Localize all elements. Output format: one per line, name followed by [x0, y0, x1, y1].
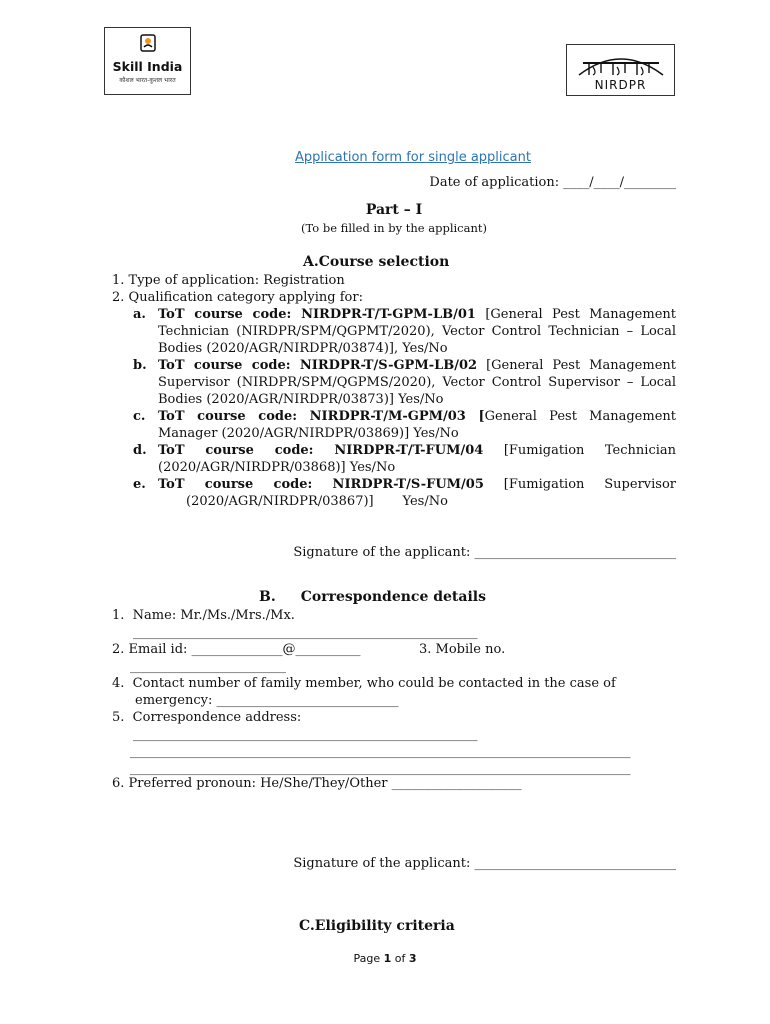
footer-prefix: Page	[353, 952, 384, 965]
email-label: 2. Email id: ______________@__________	[112, 642, 361, 657]
contact-continuation: emergency: ____________________________	[135, 693, 399, 708]
option-a-letter: a.	[133, 307, 146, 322]
section-b-letter: B.	[259, 589, 276, 605]
option-d-code: ToT course code: NIRDPR-T/T-FUM/04	[158, 443, 484, 458]
name-label: 1. Name: Mr./Ms./Mrs./Mx.	[112, 608, 295, 623]
option-b-desc: [General Pest Management Supervisor (NIRDPR/SPM/QGPMS/2020), Vector Control Supervisor – Local Bodies (2020/AGR/NIRDPR/03873)] Yes/No	[158, 358, 676, 407]
contact-label: 4. Contact number of family member, who could be contacted in the case of	[112, 676, 616, 691]
section-a-title: Course selection	[318, 254, 450, 270]
skill-india-tagline: कौशल भारत-कुशल भारत	[119, 77, 176, 84]
section-b-heading	[259, 589, 486, 605]
section-c-letter: C.	[299, 918, 315, 934]
option-c-letter: c.	[133, 409, 146, 424]
option-d-letter: d.	[133, 443, 147, 458]
option-b-code: ToT course code: NIRDPR-T/S-GPM-LB/02	[158, 358, 478, 373]
form-title: Application form for single applicant	[295, 150, 531, 165]
footer-of: of	[391, 952, 409, 965]
section-b-title: Correspondence details	[300, 589, 486, 605]
option-a-code: ToT course code: NIRDPR-T/T-GPM-LB/01	[158, 307, 476, 322]
nirdpr-name: NIRDPR	[594, 78, 647, 92]
footer-total-pages: 3	[408, 952, 417, 965]
option-e-letter: e.	[133, 477, 146, 492]
option-a-text	[158, 306, 676, 357]
option-c-desc: General Pest Management Manager (2020/AGR/NIRDPR/03869)] Yes/No	[158, 409, 676, 441]
address-blank-1: _____________________________________________________	[133, 727, 478, 742]
skill-india-brand: Skill India	[112, 59, 183, 74]
type-of-application: 1. Type of application: Registration	[112, 273, 345, 288]
option-a-desc: [General Pest Management Technician (NIRDPR/SPM/QGPMT/2020), Vector Control Technician – Local Bodies (2020/AGR/NIRDPR/03874)], Yes/No	[158, 307, 676, 356]
section-a-letter: A.	[303, 254, 319, 270]
section-a-heading	[303, 254, 449, 270]
signature-line-b: Signature of the applicant: _______________________________	[293, 856, 676, 871]
signature-line-a: Signature of the applicant: _______________________________	[293, 545, 676, 560]
nirdpr-emblem-icon	[575, 49, 667, 79]
option-e-continuation: (2020/AGR/NIRDPR/03867)] Yes/No	[186, 494, 448, 509]
option-c-text	[158, 408, 676, 442]
address-label: 5. Correspondence address:	[112, 710, 302, 725]
part-title: Part – I	[365, 202, 423, 218]
qualification-category: 2. Qualification category applying for:	[112, 290, 363, 305]
part-subtitle: (To be filled in by the applicant)	[300, 221, 487, 235]
mobile-label: 3. Mobile no.	[419, 642, 506, 657]
address-blank-3: _____________________________________________________________________________	[130, 761, 631, 776]
option-c-code: ToT course code: NIRDPR-T/M-GPM/03 [	[158, 409, 485, 424]
section-c-title: Eligibility criteria	[314, 918, 455, 934]
option-e-text	[158, 476, 676, 493]
pronoun-label: 6. Preferred pronoun: He/She/They/Other ____________________	[112, 776, 522, 791]
address-blank-2: _____________________________________________________________________________	[130, 744, 631, 759]
option-e-desc: [Fumigation Supervisor	[503, 477, 676, 492]
option-d-text	[158, 442, 676, 476]
nirdpr-logo	[566, 44, 675, 96]
mobile-blank: ________________________	[130, 659, 286, 674]
skill-india-emblem-icon	[138, 33, 158, 53]
skill-india-logo	[104, 27, 191, 95]
option-b-text	[158, 357, 676, 408]
option-d-desc: [Fumigation Technician (2020/AGR/NIRDPR/03868)] Yes/No	[158, 443, 677, 475]
option-e-code: ToT course code: NIRDPR-T/S-FUM/05	[158, 477, 484, 492]
page-footer	[0, 952, 770, 965]
footer-current-page: 1	[383, 952, 392, 965]
section-c-heading	[299, 918, 455, 934]
option-b-letter: b.	[133, 358, 147, 373]
date-of-application: Date of application: ____/____/________	[429, 175, 676, 190]
name-blank: _____________________________________________________	[133, 625, 478, 640]
